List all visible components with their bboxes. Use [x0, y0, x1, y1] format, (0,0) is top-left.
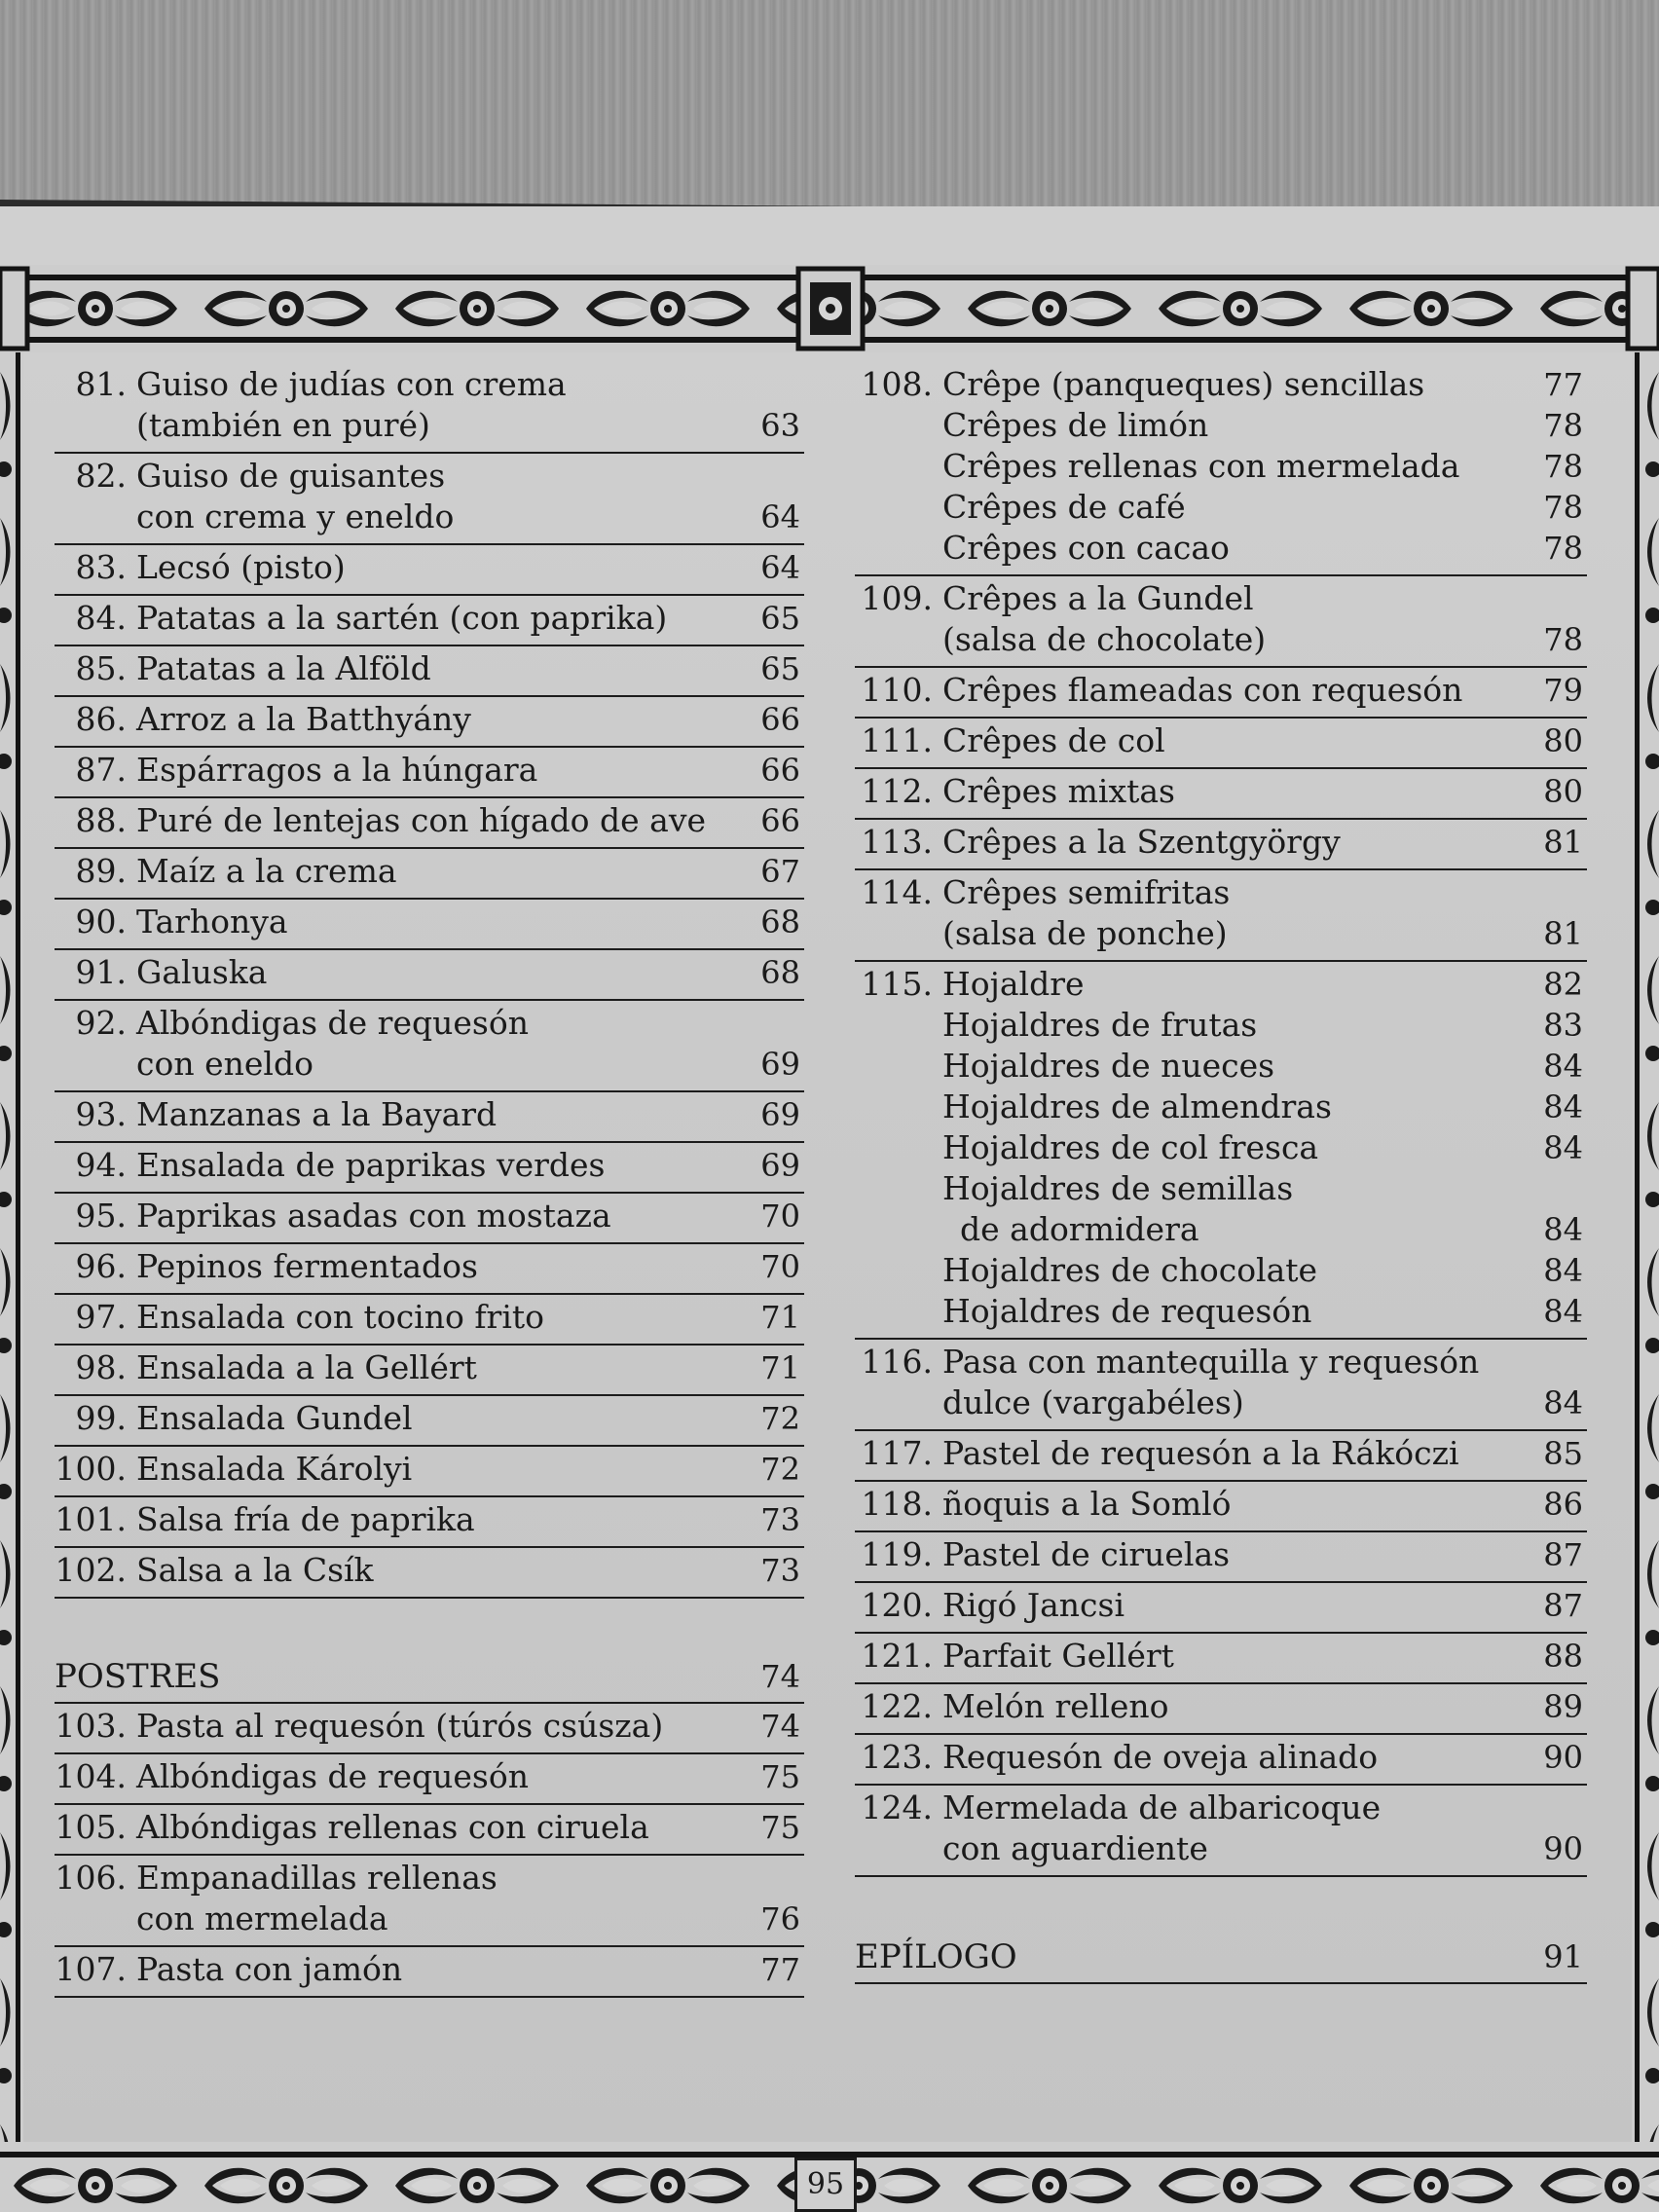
- entry-title: Hojaldre: [942, 965, 1085, 1003]
- section-title: EPÍLOGO: [855, 1937, 1017, 1976]
- toc-postres-entries: [55, 1704, 804, 1998]
- entry-page: 72: [760, 1451, 800, 1488]
- entry-line: [55, 497, 804, 537]
- entry-number: 114.: [861, 873, 933, 911]
- entry-number: 116.: [861, 1343, 933, 1381]
- entry-line: [55, 1449, 804, 1490]
- toc-entry: [855, 1583, 1587, 1634]
- entry-page: 66: [760, 752, 800, 789]
- section-title: POSTRES: [55, 1657, 221, 1696]
- entry-title: Pasta con jamón: [136, 1950, 403, 1988]
- entry-number: 96.: [75, 1247, 127, 1285]
- toc-entry: [855, 1532, 1587, 1583]
- entry-number: 115.: [861, 965, 933, 1003]
- entry-title: Galuska: [136, 953, 268, 991]
- entry-title: Requesón de oveja alinado: [942, 1738, 1379, 1776]
- entry-page: 70: [760, 1198, 800, 1235]
- subentry-title: Hojaldres de almendras: [942, 1088, 1332, 1125]
- entry-line: [55, 750, 804, 791]
- entry-title: Melón relleno: [942, 1687, 1169, 1725]
- toc-entry: [55, 1295, 804, 1346]
- subentry-line: [855, 1046, 1587, 1087]
- page-number: 95: [794, 2157, 857, 2212]
- toc-entry: [55, 1856, 804, 1947]
- section-page: 91: [1543, 1938, 1583, 1975]
- entry-line: [55, 800, 804, 841]
- entry-number: 89.: [75, 852, 127, 890]
- entry-page: 69: [760, 1147, 800, 1184]
- toc-entry: [855, 1340, 1587, 1431]
- entry-line: [855, 720, 1587, 761]
- entry-line: [855, 1585, 1587, 1626]
- toc-entry: [55, 748, 804, 798]
- subentry-title: Hojaldres de semillas: [942, 1169, 1294, 1207]
- entry-page: 67: [760, 853, 800, 890]
- entry-page: 64: [760, 498, 800, 535]
- entry-line: [55, 1044, 804, 1085]
- entry-line: [855, 1382, 1587, 1423]
- entry-title: (salsa de chocolate): [942, 620, 1267, 658]
- toc-entry: [855, 820, 1587, 870]
- entry-title: (también en puré): [136, 406, 430, 444]
- toc-entry: [55, 1194, 804, 1244]
- entry-number: 123.: [861, 1738, 933, 1776]
- entry-page: 81: [1543, 915, 1583, 952]
- entry-title: Pasta al requesón (túrós csúsza): [136, 1707, 664, 1745]
- subentry-line: [855, 487, 1587, 528]
- subentry-line: [855, 1005, 1587, 1046]
- entry-title: Espárragos a la húngara: [136, 751, 538, 789]
- section-page: 74: [760, 1658, 800, 1695]
- entry-number: 105.: [55, 1808, 127, 1846]
- entry-line: [55, 1246, 804, 1287]
- entry-title: Ensalada con tocino frito: [136, 1298, 545, 1336]
- entry-line: [855, 1484, 1587, 1525]
- entry-line: [855, 1636, 1587, 1677]
- entry-title: Albóndigas rellenas con ciruela: [136, 1808, 649, 1846]
- entry-title: Puré de lentejas con hígado de ave: [136, 801, 707, 839]
- subentry-page: 83: [1543, 1007, 1583, 1044]
- entry-line: [855, 1534, 1587, 1575]
- entry-title: Albóndigas de requesón: [136, 1757, 529, 1795]
- section-heading-postres: [55, 1653, 804, 1704]
- entry-title: Crêpes a la Gundel: [942, 579, 1254, 617]
- entry-number: 92.: [75, 1004, 127, 1042]
- toc-entry: [55, 1497, 804, 1548]
- entry-number: 90.: [75, 903, 127, 940]
- entry-number: 93.: [75, 1095, 127, 1133]
- entry-page: 68: [760, 954, 800, 991]
- entry-line: [55, 405, 804, 446]
- entry-title: Ensalada de paprikas verdes: [136, 1146, 606, 1184]
- entry-line: [55, 456, 804, 497]
- entry-line: [55, 1398, 804, 1439]
- toc-entry: [55, 646, 804, 697]
- entry-number: 86.: [75, 700, 127, 738]
- toc-entry: [855, 576, 1587, 668]
- entry-title: Ensalada Gundel: [136, 1399, 413, 1437]
- entry-page: 80: [1543, 722, 1583, 759]
- toc-entry: [55, 1396, 804, 1447]
- entry-title: Patatas a la Alföld: [136, 649, 431, 687]
- entry-page: 79: [1543, 672, 1583, 709]
- toc-right-entries-b: [855, 1340, 1587, 1877]
- toc-entry: [55, 1754, 804, 1805]
- subentry-page: 84: [1543, 1088, 1583, 1125]
- entry-page: 63: [760, 407, 800, 444]
- entry-title: ñoquis a la Somló: [942, 1485, 1232, 1523]
- entry-title: Patatas a la sartén (con paprika): [136, 599, 668, 637]
- toc-entry: [55, 1947, 804, 1998]
- entry-number: 97.: [75, 1298, 127, 1336]
- entry-line: [55, 1003, 804, 1044]
- entry-title: Crêpes mixtas: [942, 772, 1175, 810]
- entry-title: Maíz a la crema: [136, 852, 397, 890]
- entry-page: 88: [1543, 1638, 1583, 1675]
- entry-title: con crema y eneldo: [136, 498, 455, 535]
- entry-page: 85: [1543, 1435, 1583, 1472]
- entry-title: Albóndigas de requesón: [136, 1004, 529, 1042]
- ornamental-border-top: [0, 265, 1659, 352]
- entry-title: Parfait Gellért: [942, 1637, 1174, 1675]
- entry-title: Ensalada a la Gellért: [136, 1348, 477, 1386]
- toc-entry: [55, 1447, 804, 1497]
- entry-page: 66: [760, 701, 800, 738]
- entry-number: 113.: [861, 823, 933, 861]
- entry-number: 99.: [75, 1399, 127, 1437]
- entry-page: 87: [1543, 1587, 1583, 1624]
- entry-number: 104.: [55, 1757, 127, 1795]
- toc-entry: [55, 1346, 804, 1396]
- toc-entry: [855, 1735, 1587, 1786]
- entry-page: 87: [1543, 1536, 1583, 1573]
- subentry-title: Hojaldres de nueces: [942, 1047, 1275, 1085]
- entry-page: 76: [760, 1900, 800, 1937]
- entry-number: 95.: [75, 1197, 127, 1235]
- entry-line: [855, 578, 1587, 619]
- toc-entry-108: [855, 362, 1587, 576]
- toc-left-entries: [55, 362, 804, 1599]
- background-surface: [0, 0, 1659, 209]
- entry-title: dulce (vargabéles): [942, 1383, 1244, 1421]
- entry-title: Crêpes semifritas: [942, 873, 1231, 911]
- entry-number: 107.: [55, 1950, 127, 1988]
- entry-page: 90: [1543, 1830, 1583, 1867]
- entry-page: 70: [760, 1248, 800, 1285]
- entry-line: [55, 1706, 804, 1747]
- toc-entry: [855, 719, 1587, 769]
- entry-page: 74: [760, 1708, 800, 1745]
- entry-title: Paprikas asadas con mostaza: [136, 1197, 611, 1235]
- subentry-title: Crêpes de limón: [942, 406, 1209, 444]
- entry-title: Pastel de ciruelas: [942, 1535, 1231, 1573]
- entry-line: [855, 1737, 1587, 1778]
- toc-entry: [55, 454, 804, 545]
- entry-title: Crêpes de col: [942, 721, 1165, 759]
- entry-number: 121.: [861, 1637, 933, 1675]
- entry-line: [55, 851, 804, 892]
- section-heading-epilogo: [855, 1934, 1587, 1984]
- toc-entry: [55, 1548, 804, 1599]
- entry-number: 94.: [75, 1146, 127, 1184]
- entry-line: [855, 913, 1587, 954]
- subentry-page: 84: [1543, 1129, 1583, 1166]
- entry-line: [55, 598, 804, 639]
- toc-entry: [855, 1431, 1587, 1482]
- entry-number: 110.: [861, 671, 933, 709]
- entry-page: 72: [760, 1400, 800, 1437]
- toc-entry: [855, 668, 1587, 719]
- entry-title: Pepinos fermentados: [136, 1247, 478, 1285]
- entry-number: 120.: [861, 1586, 933, 1624]
- entry-page: 71: [760, 1299, 800, 1336]
- toc-entry: [855, 1684, 1587, 1735]
- entry-title: con mermelada: [136, 1899, 388, 1937]
- subentry-page: 84: [1543, 1252, 1583, 1289]
- entry-page: 71: [760, 1349, 800, 1386]
- entry-number: 103.: [55, 1707, 127, 1745]
- entry-title: Tarhonya: [136, 903, 288, 940]
- entry-line: [855, 1433, 1587, 1474]
- ornamental-border-right: [1632, 352, 1659, 2142]
- entry-line: [55, 1899, 804, 1939]
- toc-entry: [55, 849, 804, 900]
- entry-title: Rigó Jancsi: [942, 1586, 1125, 1624]
- entry-page: 84: [1543, 1384, 1583, 1421]
- entry-line: [55, 1347, 804, 1388]
- entry-number: 106.: [55, 1859, 127, 1897]
- subentry-page: 78: [1543, 407, 1583, 444]
- toc-right-column: [855, 362, 1587, 1984]
- entry-line: [55, 364, 804, 405]
- entry-line: [55, 648, 804, 689]
- entry-line: [855, 1342, 1587, 1382]
- subentry-line: [855, 405, 1587, 446]
- entry-number: 119.: [861, 1535, 933, 1573]
- entry-page: 65: [760, 650, 800, 687]
- entry-title: con eneldo: [136, 1045, 313, 1083]
- entry-page: 66: [760, 802, 800, 839]
- subentry-title: Hojaldres de frutas: [942, 1006, 1258, 1044]
- entry-line: [55, 1807, 804, 1848]
- toc-entry: [55, 1704, 804, 1754]
- entry-number: 81.: [75, 365, 127, 403]
- entry-line: [55, 1145, 804, 1186]
- entry-number: 83.: [75, 548, 127, 586]
- entry-title: Mermelada de albaricoque: [942, 1788, 1382, 1826]
- subentry-title: Hojaldres de col fresca: [942, 1128, 1319, 1166]
- entry-line: [855, 822, 1587, 863]
- entry-line: [855, 619, 1587, 660]
- entry-number: 122.: [861, 1687, 933, 1725]
- entry-number: 124.: [861, 1788, 933, 1826]
- entry-page: 81: [1543, 824, 1583, 861]
- toc-entry: [855, 1786, 1587, 1877]
- entry-title: con aguardiente: [942, 1829, 1208, 1867]
- entry-number: 88.: [75, 801, 127, 839]
- subentry-line: [855, 528, 1587, 569]
- entry-line: [855, 670, 1587, 711]
- entry-line: [55, 1756, 804, 1797]
- entry-number: 112.: [861, 772, 933, 810]
- toc-entry: [55, 1092, 804, 1143]
- subentry-title: Crêpes con cacao: [942, 529, 1230, 567]
- entry-title: Pasa con mantequilla y requesón: [942, 1343, 1480, 1381]
- subentry-line: [855, 1291, 1587, 1332]
- toc-entry: [855, 1482, 1587, 1532]
- entry-line: [55, 1297, 804, 1338]
- entry-title: Crêpes flameadas con requesón: [942, 671, 1463, 709]
- subentry-page: 78: [1543, 489, 1583, 526]
- entry-number: 91.: [75, 953, 127, 991]
- entry-title: Empanadillas rellenas: [136, 1859, 498, 1897]
- entry-title: Guiso de guisantes: [136, 457, 446, 495]
- entry-line: [55, 699, 804, 740]
- entry-line: [55, 952, 804, 993]
- entry-number: 111.: [861, 721, 933, 759]
- subentry-title: Hojaldres de chocolate: [942, 1251, 1318, 1289]
- entry-number: 118.: [861, 1485, 933, 1523]
- toc-entry: [55, 697, 804, 748]
- entry-number: 117.: [861, 1434, 933, 1472]
- toc-entry: [55, 950, 804, 1001]
- entry-page: 77: [760, 1951, 800, 1988]
- subentry-page: 84: [1543, 1293, 1583, 1330]
- entry-title: Crêpes a la Szentgyörgy: [942, 823, 1341, 861]
- toc-entry: [55, 545, 804, 596]
- subentry-page: 78: [1543, 448, 1583, 485]
- entry-title: Lecsó (pisto): [136, 548, 346, 586]
- subentry-title: Crêpes de café: [942, 488, 1186, 526]
- entry-page: 65: [760, 600, 800, 637]
- entry-line: [55, 547, 804, 588]
- entry-line: [55, 1196, 804, 1236]
- subentry-title-cont: de adormidera: [960, 1210, 1199, 1248]
- entry-page: 69: [760, 1096, 800, 1133]
- entry-line: [855, 1828, 1587, 1869]
- entry-page: 73: [760, 1552, 800, 1589]
- entry-page: 77: [1543, 366, 1583, 403]
- entry-page: 80: [1543, 773, 1583, 810]
- entry-line: [855, 1788, 1587, 1828]
- entry-line: [855, 1686, 1587, 1727]
- entry-page: 73: [760, 1501, 800, 1538]
- toc-entry: [855, 1634, 1587, 1684]
- entry-line: [55, 1094, 804, 1135]
- toc-left-column: [55, 362, 804, 1998]
- subentry-page: 78: [1543, 530, 1583, 567]
- entry-page: 82: [1543, 966, 1583, 1003]
- entry-page: 89: [1543, 1688, 1583, 1725]
- entry-title: Ensalada Károlyi: [136, 1450, 413, 1488]
- entry-title: Pastel de requesón a la Rákóczi: [942, 1434, 1459, 1472]
- toc-entry: [55, 798, 804, 849]
- entry-line: [55, 902, 804, 942]
- entry-line: [55, 1499, 804, 1540]
- toc-right-entries-a: [855, 576, 1587, 962]
- entry-page: 75: [760, 1758, 800, 1795]
- subentry-title: Hojaldres de requesón: [942, 1292, 1312, 1330]
- entry-number: 102.: [55, 1551, 127, 1589]
- entry-page: 64: [760, 549, 800, 586]
- toc-entry: [55, 1805, 804, 1856]
- entry-number: 84.: [75, 599, 127, 637]
- entry-title: Salsa a la Csík: [136, 1551, 374, 1589]
- entry-number: 108.: [861, 365, 933, 403]
- toc-entry: [55, 1143, 804, 1194]
- entry-line: [855, 771, 1587, 812]
- toc-entry: [55, 900, 804, 950]
- entry-line: [55, 1550, 804, 1591]
- entry-page: 86: [1543, 1486, 1583, 1523]
- toc-entry: [855, 870, 1587, 962]
- subentry-line: [855, 1250, 1587, 1291]
- toc-entry: [855, 769, 1587, 820]
- entry-page: 75: [760, 1809, 800, 1846]
- entry-line: [55, 1949, 804, 1990]
- subentry-page: 84: [1543, 1211, 1583, 1248]
- entry-line: [855, 872, 1587, 913]
- subentry-line: [855, 1087, 1587, 1127]
- entry-number: 100.: [55, 1450, 127, 1488]
- entry-number: 109.: [861, 579, 933, 617]
- entry-number: 85.: [75, 649, 127, 687]
- entry-title: (salsa de ponche): [942, 914, 1228, 952]
- entry-number: 101.: [55, 1500, 127, 1538]
- entry-number: 82.: [75, 457, 127, 495]
- entry-title: Arroz a la Batthyány: [136, 700, 471, 738]
- entry-page: 69: [760, 1046, 800, 1083]
- entry-title: Guiso de judías con crema: [136, 365, 567, 403]
- subentry-page: 84: [1543, 1048, 1583, 1085]
- subentry-line: [855, 446, 1587, 487]
- entry-number: 98.: [75, 1348, 127, 1386]
- toc-entry: [55, 1244, 804, 1295]
- entry-number: 87.: [75, 751, 127, 789]
- entry-line: [55, 1858, 804, 1899]
- subentry-title: Crêpes rellenas con mermelada: [942, 447, 1460, 485]
- ornamental-border-left: [0, 352, 23, 2142]
- entry-page: 78: [1543, 621, 1583, 658]
- entry-title: Salsa fría de paprika: [136, 1500, 475, 1538]
- entry-page: 68: [760, 903, 800, 940]
- entry-title: Crêpe (panqueques) sencillas: [942, 365, 1425, 403]
- toc-entry-115: [855, 962, 1587, 1340]
- toc-entry: [55, 362, 804, 454]
- entry-title: Manzanas a la Bayard: [136, 1095, 498, 1133]
- toc-entry: [55, 1001, 804, 1092]
- toc-entry: [55, 596, 804, 646]
- entry-page: 90: [1543, 1739, 1583, 1776]
- subentry-line: [855, 1127, 1587, 1168]
